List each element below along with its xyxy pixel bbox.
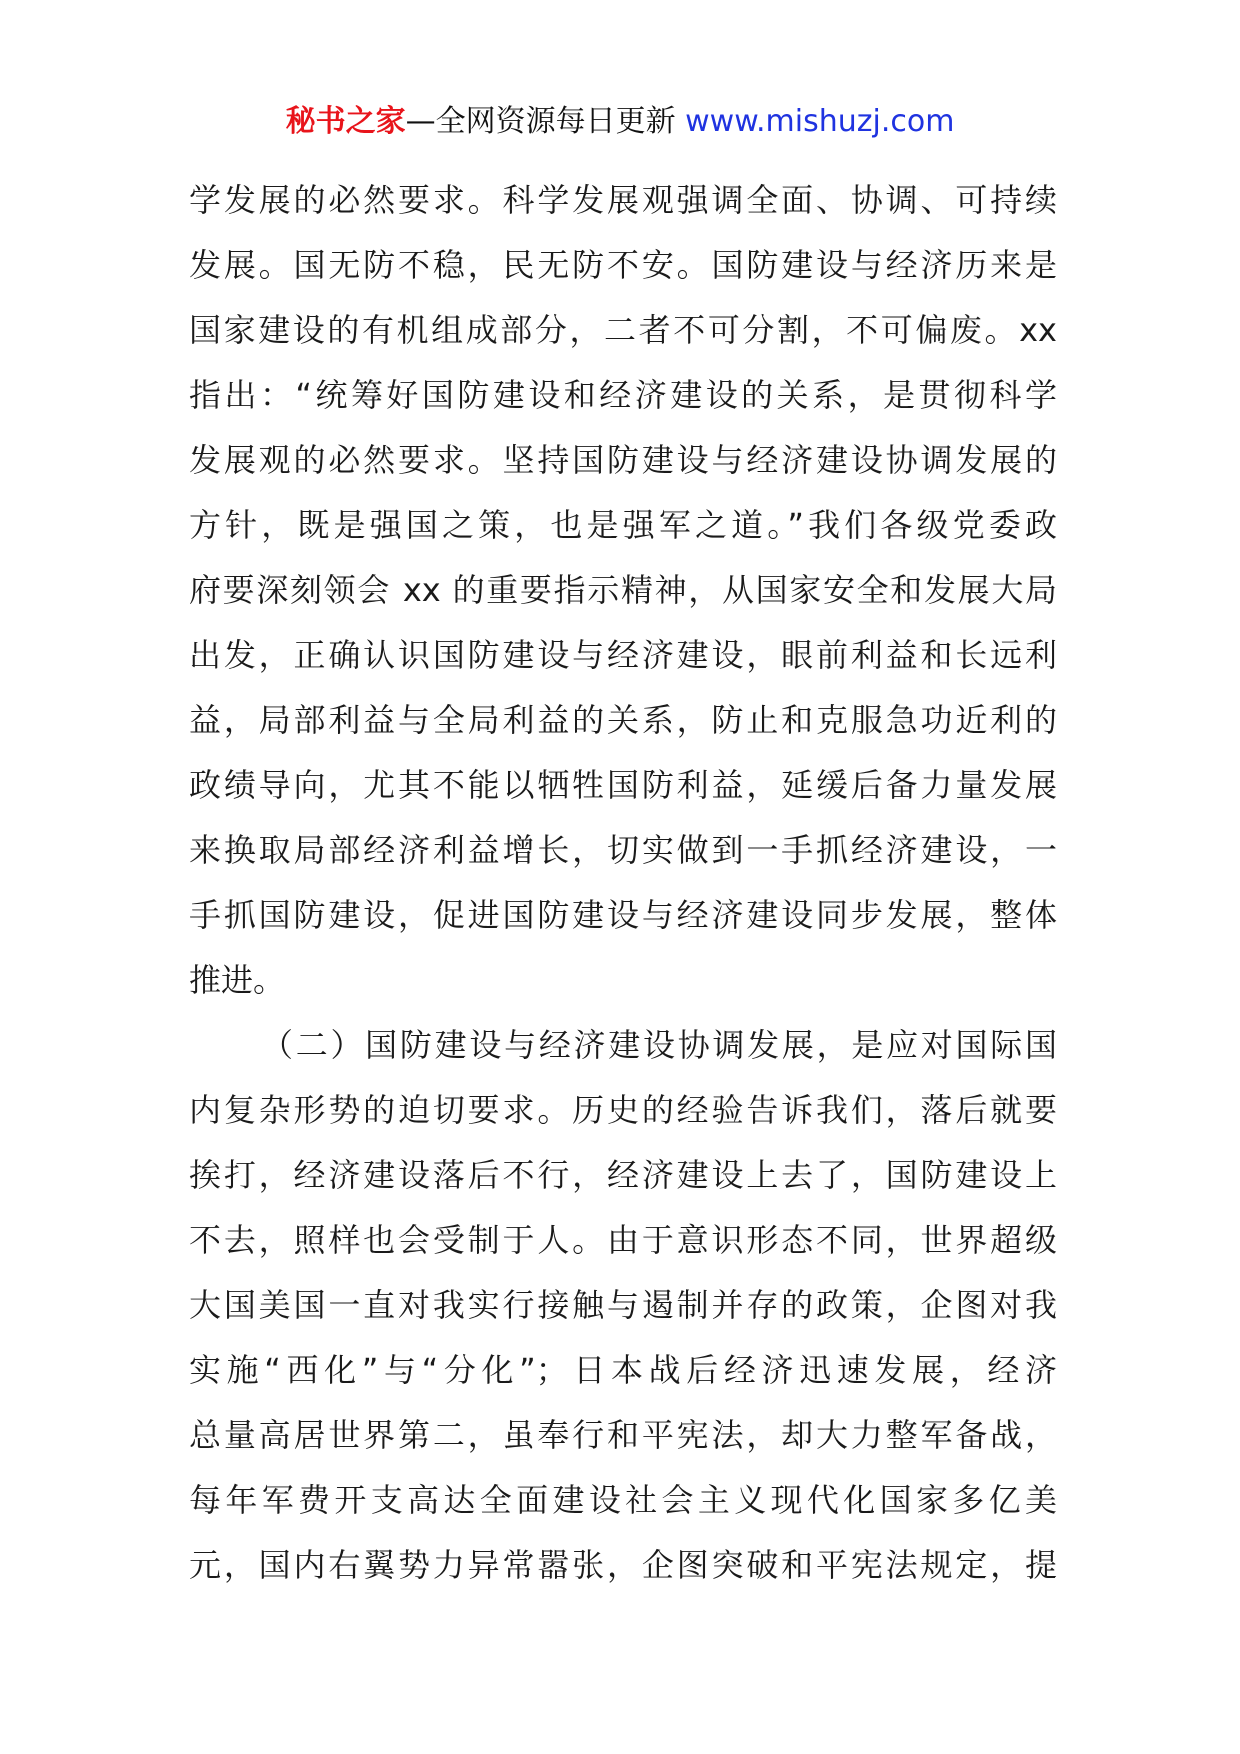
body-line: 内复杂形势的迫切要求。历史的经验告诉我们，落后就要 [189,1091,1057,1129]
body-line: 发展。国无防不稳，民无防不安。国防建设与经济历来是 [189,246,1057,284]
body-line: 发展观的必然要求。坚持国防建设与经济建设协调发展的 [189,441,1057,479]
site-url[interactable]: www.mishuzj.com [685,104,955,139]
body-line: 推进。 [189,961,286,999]
body-line: 方针，既是强国之策，也是强军之道。”我们各级党委政 [189,506,1057,544]
body-line: 挨打，经济建设落后不行，经济建设上去了，国防建设上 [189,1156,1057,1194]
body-line: 益，局部利益与全局利益的关系，防止和克服急功近利的 [189,701,1057,739]
body-line: 总量高居世界第二，虽奉行和平宪法，却大力整军备战， [189,1416,1057,1454]
body-line: 手抓国防建设，促进国防建设与经济建设同步发展，整体 [189,896,1057,934]
body-line: 大国美国一直对我实行接触与遏制并存的政策，企图对我 [189,1286,1057,1324]
body-line: 实施“西化”与“分化”；日本战后经济迅速发展，经济 [189,1351,1057,1389]
document-body [189,168,1057,1598]
section-heading-line: （二）国防建设与经济建设协调发展，是应对国际国 [261,1026,1057,1064]
body-line: 不去，照样也会受制于人。由于意识形态不同，世界超级 [189,1221,1057,1259]
body-line: 国家建设的有机组成部分，二者不可分割，不可偏废。xx [189,311,1057,349]
site-header [0,100,1240,144]
body-line: 元，国内右翼势力异常嚣张，企图突破和平宪法规定，提 [189,1546,1057,1584]
site-tagline: —全网资源每日更新 [405,104,686,139]
body-line: 府要深刻领会 xx 的重要指示精神，从国家安全和发展大局 [189,571,1057,609]
site-brand: 秘书之家 [285,104,406,139]
body-line: 每年军费开支高达全面建设社会主义现代化国家多亿美 [189,1481,1057,1519]
body-line: 指出：“统筹好国防建设和经济建设的关系，是贯彻科学 [189,376,1057,414]
body-line: 出发，正确认识国防建设与经济建设，眼前利益和长远利 [189,636,1057,674]
body-line: 政绩导向，尤其不能以牺牲国防利益，延缓后备力量发展 [189,766,1057,804]
body-line: 来换取局部经济利益增长，切实做到一手抓经济建设，一 [189,831,1057,869]
body-line: 学发展的必然要求。科学发展观强调全面、协调、可持续 [189,181,1057,219]
